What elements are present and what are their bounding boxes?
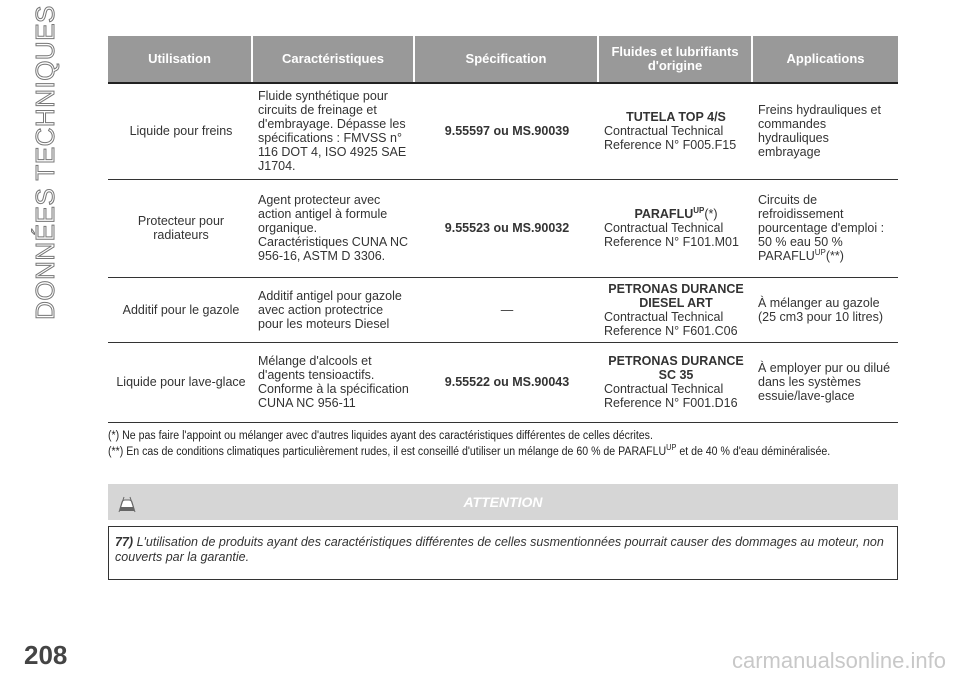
fluide-name	[604, 354, 748, 382]
header-caracteristiques: Caractéristiques	[252, 36, 414, 83]
fluide-name-text: PETRONAS DURANCE SC 35	[608, 354, 744, 382]
section-side-title-text: DONNÉES TECHNIQUES	[29, 4, 60, 320]
cell-applications	[752, 179, 898, 277]
footnote-2	[108, 443, 844, 458]
fluide-name-suffix: (*)	[704, 207, 718, 221]
warning-header	[108, 484, 898, 520]
cell-utilisation: Additif pour le gazole	[108, 277, 252, 342]
table-row	[108, 179, 898, 277]
fluide-name	[604, 207, 748, 221]
cell-specification: 9.55597 ou MS.90039	[414, 83, 598, 179]
footnote-2-sup: UP	[666, 443, 677, 453]
cell-fluide	[598, 179, 752, 277]
fluide-name-text: PARAFLU	[634, 207, 694, 221]
section-side-title	[8, 4, 82, 320]
fluide-name-text: TUTELA TOP 4/S	[626, 110, 726, 125]
warning-title: ATTENTION	[463, 494, 543, 510]
cell-caracteristiques: Agent protecteur avec action antigel à formule organique. Caractéristiques CUNA NC 956-16, ASTM D 3306.	[252, 179, 414, 277]
cell-specification: 9.55523 ou MS.90032	[414, 179, 598, 277]
cell-specification: 9.55522 ou MS.90043	[414, 342, 598, 422]
footnote-2-suffix: et de 40 % d'eau déminéralisée.	[679, 446, 831, 458]
fluide-reference: Contractual Technical Reference N° F001.D16	[604, 382, 738, 410]
page-number: 208	[24, 640, 68, 670]
fluide-name	[604, 110, 748, 124]
cell-applications: À mélanger au gazole (25 cm3 pour 10 litres)	[752, 277, 898, 342]
applications-sup: UP	[814, 247, 826, 257]
cell-fluide	[598, 277, 752, 342]
fluide-reference: Contractual Technical Reference N° F005.F15	[604, 124, 737, 153]
cell-utilisation: Liquide pour lave-glace	[108, 342, 252, 422]
cell-caracteristiques: Fluide synthétique pour circuits de freinage et d'embrayage. Dépasse les spécifications : FMVSS n° 116 DOT 4, ISO 4925 SAE J1704.	[252, 83, 414, 179]
header-specification: Spécification	[414, 36, 598, 83]
footnote-2-text: (**) En cas de conditions climatiques particulièrement rudes, il est conseillé d'utiliser un mélange de 60 % de PARAFLU	[108, 446, 667, 458]
cell-fluide	[598, 342, 752, 422]
cell-caracteristiques: Mélange d'alcools et d'agents tensioactifs. Conforme à la spécification CUNA NC 956-11	[252, 342, 414, 422]
cell-utilisation: Protecteur pour radiateurs	[108, 179, 252, 277]
table-row	[108, 83, 898, 179]
header-fluides: Fluides et lubrifiants d'origine	[598, 36, 752, 83]
header-applications: Applications	[752, 36, 898, 83]
header-utilisation: Utilisation	[108, 36, 252, 83]
cell-caracteristiques: Additif antigel pour gazole avec action protectrice pour les moteurs Diesel	[252, 277, 414, 342]
table-row	[108, 277, 898, 342]
footnote-1: (*) Ne pas faire l'appoint ou mélanger avec d'autres liquides ayant des caractéristiques différentes de celles décrites.	[108, 430, 653, 442]
fluide-reference: Contractual Technical Reference N° F601.C06	[604, 309, 738, 338]
watermark: carmanualsonline.info	[731, 648, 946, 673]
table-row	[108, 342, 898, 422]
cell-applications: À employer pur ou dilué dans les systèmes essuie/lave-glace	[752, 342, 898, 422]
fluide-reference: Contractual Technical Reference N° F101.M01	[604, 221, 739, 249]
warning-text: L'utilisation de produits ayant des caractéristiques différentes de celles susmentionnées pourrait causer des dommages au moteur, non couverts par la garantie.	[115, 535, 884, 564]
cell-applications: Freins hydrauliques et commandes hydrauliques embrayage	[752, 83, 898, 179]
cell-specification: —	[414, 277, 598, 342]
fluids-table	[108, 36, 898, 423]
cell-fluide	[598, 83, 752, 179]
footnotes	[108, 430, 844, 462]
warning-body	[108, 526, 898, 580]
applications-text: Circuits de refroidissement pourcentage d'emploi : 50 % eau 50 % PARAFLU	[758, 193, 885, 263]
applications-suffix: (**)	[825, 249, 844, 263]
table-header-row	[108, 36, 898, 83]
fluide-name-sup: UP	[693, 205, 705, 215]
warning-number: 77)	[115, 535, 134, 549]
fluide-name	[604, 282, 748, 310]
fluide-name-text: PETRONAS DURANCE DIESEL ART	[608, 281, 744, 310]
cell-utilisation: Liquide pour freins	[108, 83, 252, 179]
